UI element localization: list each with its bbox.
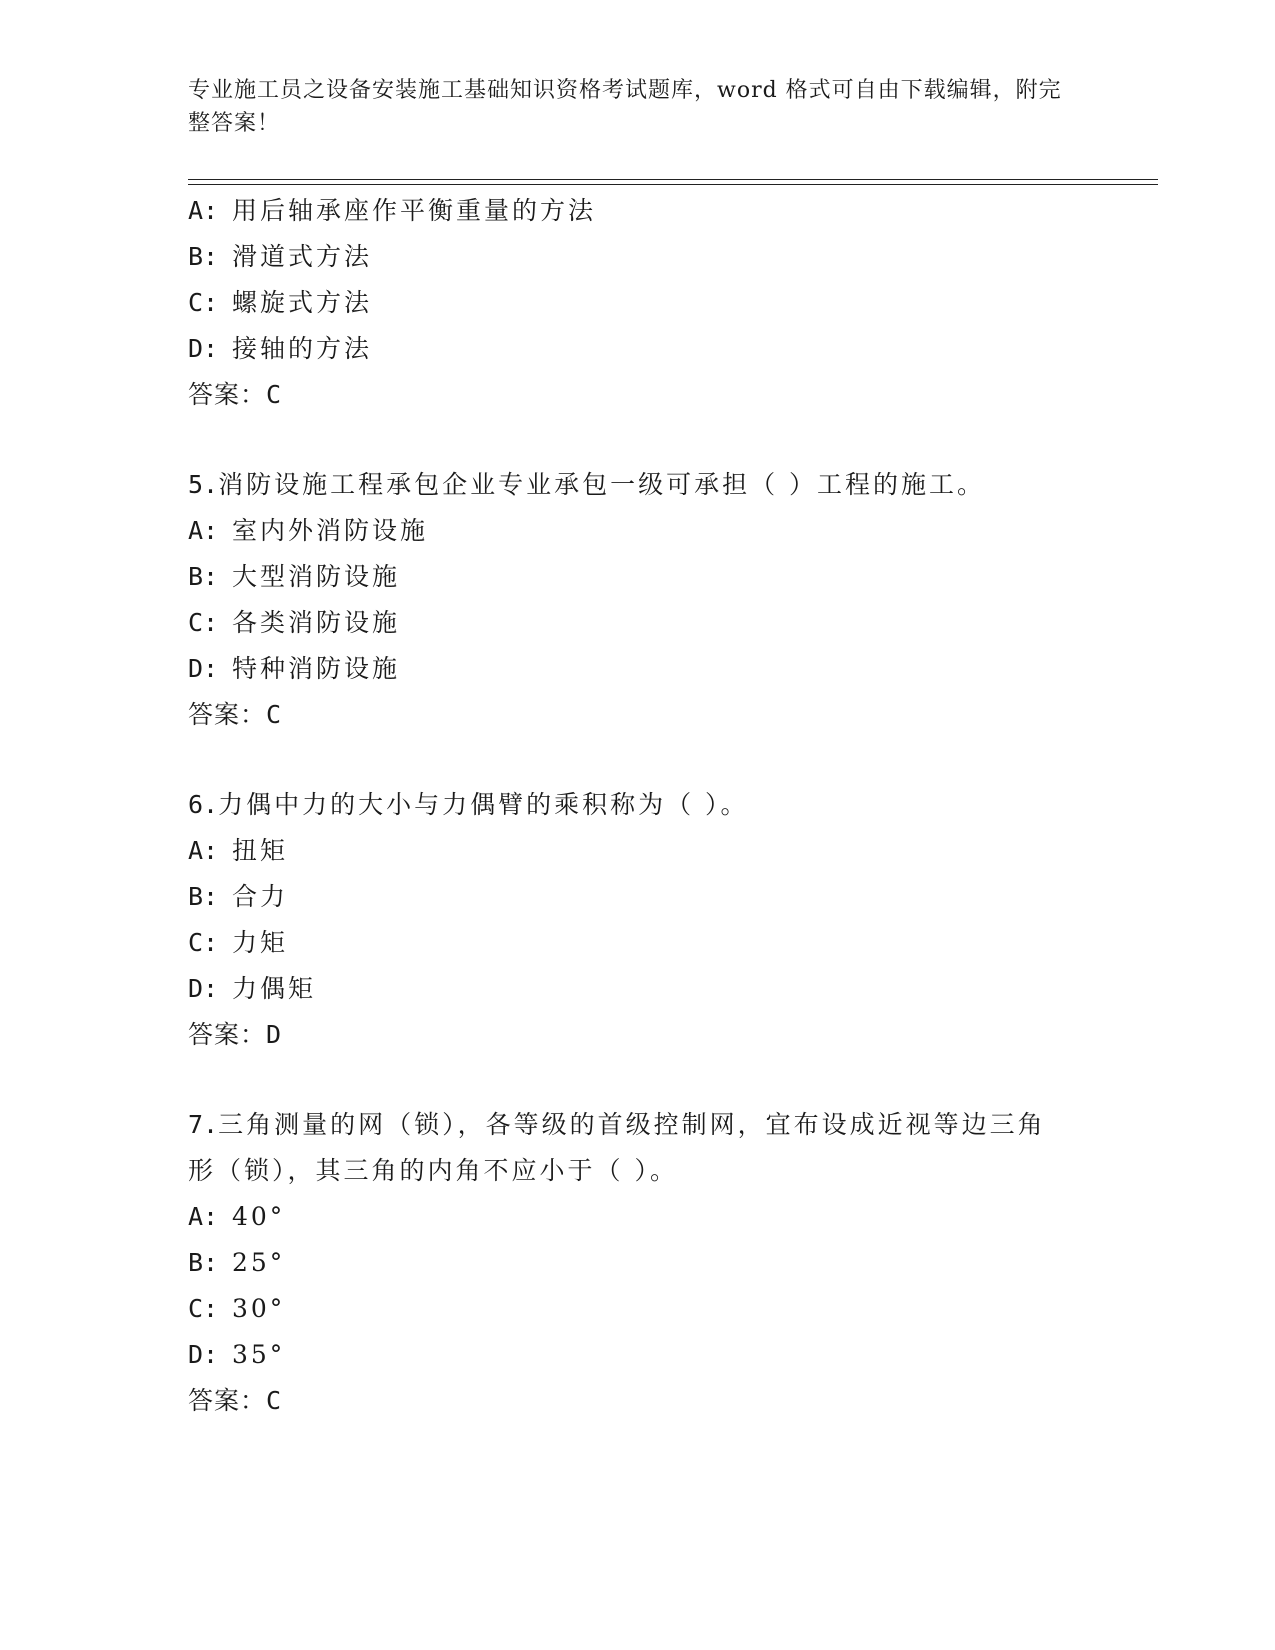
option-a <box>188 1194 1088 1240</box>
option-letter: C: <box>188 288 219 317</box>
option-letter: B: <box>188 882 219 911</box>
question-block-6 <box>188 782 1088 1058</box>
question-text: 消防设施工程承包企业专业承包一级可承担（ ）工程的施工。 <box>218 470 986 499</box>
option-b <box>188 874 1088 920</box>
question-content <box>188 188 1088 1424</box>
option-letter: D: <box>188 974 219 1003</box>
option-c <box>188 280 1088 326</box>
header-divider-bottom <box>188 184 1158 185</box>
option-letter: B: <box>188 242 219 271</box>
answer-line <box>188 1012 1088 1058</box>
question-text: 力偶中力的大小与力偶臂的乘积称为（ ）。 <box>218 790 749 819</box>
answer-label: 答案： <box>188 380 267 409</box>
option-d <box>188 646 1088 692</box>
option-letter: D: <box>188 1340 219 1369</box>
option-a <box>188 508 1088 554</box>
option-text: 螺旋式方法 <box>232 288 373 317</box>
answer-line <box>188 1378 1088 1424</box>
option-a <box>188 828 1088 874</box>
option-text: 扭矩 <box>232 836 289 865</box>
option-letter: C: <box>188 608 219 637</box>
answer-label: 答案： <box>188 1020 267 1049</box>
document-header: 专业施工员之设备安装施工基础知识资格考试题库，word 格式可自由下载编辑，附完整答案！ <box>188 78 1062 136</box>
option-c <box>188 600 1088 646</box>
option-text: 室内外消防设施 <box>232 516 429 545</box>
question-stem <box>188 1102 1068 1194</box>
option-letter: A: <box>188 836 219 865</box>
answer-line <box>188 692 1088 738</box>
option-text: 各类消防设施 <box>232 608 401 637</box>
option-d <box>188 1332 1088 1378</box>
option-b <box>188 234 1088 280</box>
option-text: 力矩 <box>232 928 289 957</box>
answer-value: D <box>266 1020 283 1049</box>
question-block-7 <box>188 1102 1088 1424</box>
question-number: 7. <box>188 1110 219 1139</box>
option-letter: C: <box>188 928 219 957</box>
option-text: 合力 <box>232 882 289 911</box>
option-letter: B: <box>188 1248 219 1277</box>
answer-value: C <box>266 1386 283 1415</box>
option-text: 接轴的方法 <box>232 334 373 363</box>
option-letter: A: <box>188 1202 219 1231</box>
option-letter: D: <box>188 654 219 683</box>
question-stem <box>188 782 1068 828</box>
answer-label: 答案： <box>188 700 267 729</box>
option-text: 用后轴承座作平衡重量的方法 <box>232 196 597 225</box>
answer-value: C <box>266 380 283 409</box>
option-text: 35° <box>232 1340 286 1369</box>
option-a <box>188 188 1088 234</box>
option-text: 特种消防设施 <box>232 654 401 683</box>
question-number: 5. <box>188 470 219 499</box>
header-divider-top <box>188 179 1158 180</box>
option-text: 滑道式方法 <box>232 242 373 271</box>
option-letter: C: <box>188 1294 219 1323</box>
answer-label: 答案： <box>188 1386 267 1415</box>
option-c <box>188 920 1088 966</box>
option-letter: D: <box>188 334 219 363</box>
option-text: 大型消防设施 <box>232 562 401 591</box>
option-b <box>188 1240 1088 1286</box>
option-text: 30° <box>232 1294 286 1323</box>
option-d <box>188 326 1088 372</box>
option-b <box>188 554 1088 600</box>
option-text: 25° <box>232 1248 286 1277</box>
answer-line <box>188 372 1088 418</box>
option-text: 力偶矩 <box>232 974 317 1003</box>
question-stem <box>188 462 1068 508</box>
option-c <box>188 1286 1088 1332</box>
option-letter: A: <box>188 196 219 225</box>
option-letter: B: <box>188 562 219 591</box>
answer-value: C <box>266 700 283 729</box>
question-number: 6. <box>188 790 219 819</box>
option-letter: A: <box>188 516 219 545</box>
option-text: 40° <box>232 1202 286 1231</box>
question-block-4 <box>188 188 1088 418</box>
option-d <box>188 966 1088 1012</box>
question-block-5 <box>188 462 1088 738</box>
question-text: 三角测量的网（锁），各等级的首级控制网，宜布设成近视等边三角形（锁），其三角的内角不应小于（ ）。 <box>188 1110 1046 1185</box>
